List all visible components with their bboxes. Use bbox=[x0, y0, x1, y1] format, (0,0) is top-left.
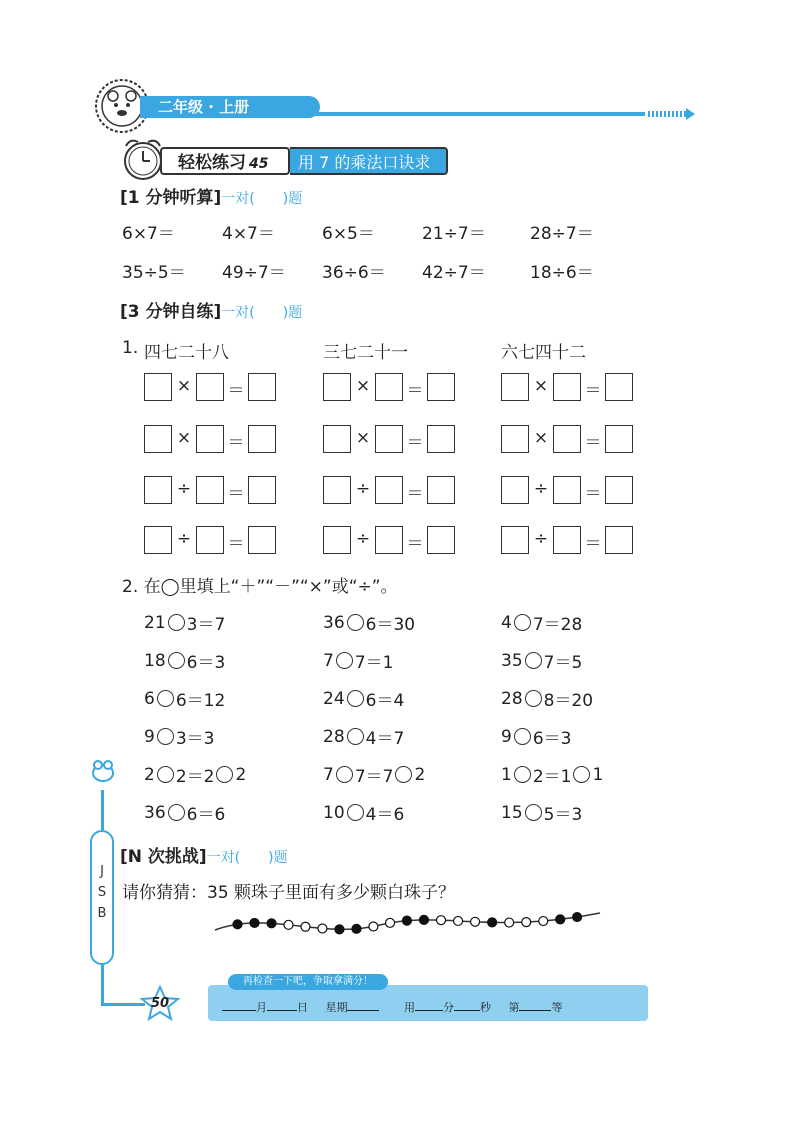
answer-box[interactable] bbox=[196, 373, 224, 401]
footer-tag: 再检查一下吧，争取拿满分！ bbox=[228, 974, 388, 990]
operator-sign: × bbox=[176, 376, 192, 396]
mental-problem: 4×7＝ bbox=[222, 224, 275, 244]
frog-icon bbox=[90, 755, 116, 791]
side-rule bbox=[101, 1003, 145, 1006]
operator-sign: ÷ bbox=[176, 529, 192, 549]
equation-rest: 7＝28 bbox=[532, 615, 583, 635]
operator-circle[interactable] bbox=[216, 766, 233, 783]
operand: 36 bbox=[144, 802, 166, 823]
white-bead bbox=[301, 922, 310, 931]
answer-box[interactable] bbox=[427, 476, 455, 504]
answer-box[interactable] bbox=[501, 476, 529, 504]
equation-rest: 2＝1 bbox=[532, 767, 572, 787]
answer-box[interactable] bbox=[427, 373, 455, 401]
q1-number: 1. bbox=[122, 338, 139, 358]
operator-sign: ÷ bbox=[176, 479, 192, 499]
circle-equation bbox=[144, 762, 246, 787]
mental-problem: 35÷5＝ bbox=[122, 263, 186, 283]
operator-circle[interactable] bbox=[336, 652, 353, 669]
circle-equation bbox=[323, 800, 404, 825]
answer-box[interactable] bbox=[323, 425, 351, 453]
operand: 7 bbox=[323, 650, 334, 671]
operator-circle[interactable] bbox=[525, 690, 542, 707]
equals-sign: ＝ bbox=[406, 484, 424, 504]
operator-sign: × bbox=[355, 428, 371, 448]
side-rule bbox=[101, 790, 104, 830]
side-letter: B bbox=[97, 906, 107, 921]
black-bead bbox=[335, 925, 344, 934]
rhyme-label: 三七二十一 bbox=[323, 343, 408, 363]
operator-circle[interactable] bbox=[157, 766, 174, 783]
answer-box[interactable] bbox=[248, 476, 276, 504]
answer-box[interactable] bbox=[501, 425, 529, 453]
operator-circle[interactable] bbox=[347, 690, 364, 707]
operand: 1 bbox=[501, 764, 512, 785]
operand: 9 bbox=[501, 726, 512, 747]
lesson-number: 45 bbox=[249, 156, 269, 172]
equation-rest: 6＝12 bbox=[175, 691, 226, 711]
white-bead bbox=[369, 922, 378, 931]
circle-equation bbox=[501, 648, 582, 673]
operator-sign: × bbox=[533, 428, 549, 448]
equation-rest: 6＝3 bbox=[532, 729, 572, 749]
operator-sign: ÷ bbox=[355, 479, 371, 499]
circle-equation bbox=[323, 762, 425, 787]
circle-equation bbox=[144, 610, 225, 635]
operator-circle[interactable] bbox=[514, 766, 531, 783]
footer-record bbox=[222, 999, 562, 1015]
answer-box[interactable] bbox=[605, 425, 633, 453]
header-dash bbox=[648, 111, 688, 117]
circle-equation bbox=[144, 686, 225, 711]
equation-rest: 3＝3 bbox=[175, 729, 215, 749]
section-name: [N 次挑战] bbox=[120, 847, 207, 867]
equals-sign: ＝ bbox=[227, 433, 245, 453]
mental-problem: 49÷7＝ bbox=[222, 263, 286, 283]
white-bead bbox=[454, 916, 463, 925]
lesson-title bbox=[160, 147, 290, 175]
mental-problem: 6×7＝ bbox=[122, 224, 175, 244]
question-1-label bbox=[122, 338, 138, 358]
circle-equation bbox=[323, 610, 415, 635]
answer-box[interactable] bbox=[605, 373, 633, 401]
operand: 24 bbox=[323, 688, 345, 709]
equation-rest: 7＝5 bbox=[543, 653, 583, 673]
circle-equation bbox=[501, 686, 593, 711]
equation-rest: 6＝3 bbox=[186, 653, 226, 673]
grade-label: 二年级 · 上册 bbox=[140, 96, 320, 118]
challenge-question: 请你猜猜：35 颗珠子里面有多少颗白珠子？ bbox=[122, 883, 456, 903]
mental-problem: 6×5＝ bbox=[322, 224, 375, 244]
answer-box[interactable] bbox=[553, 425, 581, 453]
rhyme-label: 四七二十八 bbox=[144, 343, 229, 363]
operator-circle[interactable] bbox=[168, 614, 185, 631]
operand: 9 bbox=[144, 726, 155, 747]
white-bead bbox=[539, 917, 548, 926]
answer-box[interactable] bbox=[375, 526, 403, 554]
operator-circle[interactable] bbox=[514, 728, 531, 745]
operand: 10 bbox=[323, 802, 345, 823]
black-bead bbox=[488, 918, 497, 927]
answer-box[interactable] bbox=[323, 476, 351, 504]
equals-sign: ＝ bbox=[584, 484, 602, 504]
circle-equation bbox=[144, 800, 225, 825]
rhyme-label: 六七四十二 bbox=[501, 343, 586, 363]
footer-month: 月 bbox=[256, 1001, 267, 1014]
equation-rest: 8＝20 bbox=[543, 691, 594, 711]
equals-sign: ＝ bbox=[406, 433, 424, 453]
black-bead bbox=[250, 918, 259, 927]
answer-box[interactable] bbox=[144, 476, 172, 504]
arrow-right-icon bbox=[686, 108, 695, 120]
operator-circle[interactable] bbox=[157, 690, 174, 707]
operand: 18 bbox=[144, 650, 166, 671]
circle-equation bbox=[144, 648, 225, 673]
answer-box[interactable] bbox=[375, 476, 403, 504]
side-letter: J bbox=[100, 864, 104, 879]
answer-box[interactable] bbox=[248, 373, 276, 401]
circle-equation bbox=[323, 648, 393, 673]
circle-equation bbox=[323, 686, 404, 711]
score-blank: 一对( )题 bbox=[221, 305, 303, 321]
operand: 21 bbox=[144, 612, 166, 633]
circle-equation bbox=[323, 724, 404, 749]
circle-equation bbox=[144, 724, 214, 749]
circle-equation bbox=[501, 800, 582, 825]
white-bead bbox=[386, 918, 395, 927]
footer-day: 日 bbox=[297, 1001, 308, 1014]
operator-sign: ÷ bbox=[355, 529, 371, 549]
answer-box[interactable] bbox=[553, 476, 581, 504]
side-letter: S bbox=[97, 885, 107, 900]
answer-box[interactable] bbox=[605, 526, 633, 554]
operand: 36 bbox=[323, 612, 345, 633]
answer-box[interactable] bbox=[427, 526, 455, 554]
equation-rest: 6＝30 bbox=[365, 615, 416, 635]
equation-rest: 6＝6 bbox=[186, 805, 226, 825]
operand: 6 bbox=[144, 688, 155, 709]
lesson-subtitle: 用 7 的乘法口诀求商 bbox=[290, 147, 448, 175]
answer-box[interactable] bbox=[501, 373, 529, 401]
answer-box[interactable] bbox=[375, 425, 403, 453]
equals-sign: ＝ bbox=[584, 534, 602, 554]
section-practice bbox=[120, 297, 302, 322]
circle-equation bbox=[501, 762, 603, 787]
footer-place: 等 bbox=[551, 1001, 563, 1014]
operator-circle[interactable] bbox=[525, 652, 542, 669]
equation-rest: 4＝6 bbox=[365, 805, 405, 825]
operator-circle[interactable] bbox=[157, 728, 174, 745]
section-name: [3 分钟自练] bbox=[120, 302, 222, 322]
equation-rest: 7＝7 bbox=[354, 767, 394, 787]
operand: 28 bbox=[323, 726, 345, 747]
operand: 1 bbox=[592, 764, 604, 785]
answer-box[interactable] bbox=[323, 373, 351, 401]
equation-rest: 6＝4 bbox=[365, 691, 405, 711]
white-bead bbox=[505, 918, 514, 927]
header-rule bbox=[300, 112, 645, 116]
operand: 7 bbox=[323, 764, 334, 785]
footer-min: 分 bbox=[442, 1001, 454, 1014]
answer-box[interactable] bbox=[501, 526, 529, 554]
white-bead bbox=[284, 920, 293, 929]
side-label bbox=[90, 830, 114, 965]
operator-circle[interactable] bbox=[347, 804, 364, 821]
equals-sign: ＝ bbox=[227, 381, 245, 401]
answer-box[interactable] bbox=[605, 476, 633, 504]
white-bead bbox=[522, 918, 531, 927]
answer-box[interactable] bbox=[144, 373, 172, 401]
equals-sign: ＝ bbox=[584, 381, 602, 401]
answer-box[interactable] bbox=[553, 526, 581, 554]
footer-use: 用 bbox=[403, 1001, 415, 1014]
black-bead bbox=[419, 915, 428, 924]
operator-circle[interactable] bbox=[168, 804, 185, 821]
answer-box[interactable] bbox=[196, 476, 224, 504]
black-bead bbox=[573, 913, 582, 922]
side-rule bbox=[101, 965, 104, 1005]
answer-box[interactable] bbox=[248, 425, 276, 453]
operator-sign: × bbox=[176, 428, 192, 448]
lesson-title-text: 轻松练习 bbox=[178, 153, 246, 173]
operator-circle[interactable] bbox=[336, 766, 353, 783]
operator-circle[interactable] bbox=[573, 766, 590, 783]
answer-box[interactable] bbox=[248, 526, 276, 554]
circle-equation bbox=[501, 724, 571, 749]
answer-box[interactable] bbox=[553, 373, 581, 401]
equation-rest: 5＝3 bbox=[543, 805, 583, 825]
equals-sign: ＝ bbox=[406, 534, 424, 554]
answer-box[interactable] bbox=[323, 526, 351, 554]
black-bead bbox=[402, 916, 411, 925]
mental-problem: 21÷7＝ bbox=[422, 224, 486, 244]
black-bead bbox=[352, 924, 361, 933]
answer-box[interactable] bbox=[196, 526, 224, 554]
operand: 2 bbox=[144, 764, 155, 785]
mental-problem: 36÷6＝ bbox=[322, 263, 386, 283]
operand: 4 bbox=[501, 612, 512, 633]
white-bead bbox=[318, 924, 327, 933]
operator-circle[interactable] bbox=[514, 614, 531, 631]
bead-string bbox=[210, 905, 610, 945]
section-challenge bbox=[120, 842, 288, 867]
operator-sign: × bbox=[533, 376, 549, 396]
operator-circle[interactable] bbox=[525, 804, 542, 821]
white-bead bbox=[471, 917, 480, 926]
white-bead bbox=[437, 916, 446, 925]
equation-rest: 2＝2 bbox=[175, 767, 215, 787]
operand: 15 bbox=[501, 802, 523, 823]
operator-circle[interactable] bbox=[168, 652, 185, 669]
mental-problem: 18÷6＝ bbox=[530, 263, 594, 283]
black-bead bbox=[233, 920, 242, 929]
operand: 2 bbox=[235, 764, 247, 785]
operator-circle[interactable] bbox=[347, 614, 364, 631]
score-blank: 一对( )题 bbox=[221, 191, 303, 207]
section-listening bbox=[120, 183, 302, 208]
mental-problem: 42÷7＝ bbox=[422, 263, 486, 283]
operator-sign: ÷ bbox=[533, 479, 549, 499]
equals-sign: ＝ bbox=[406, 381, 424, 401]
black-bead bbox=[556, 915, 565, 924]
equals-sign: ＝ bbox=[584, 433, 602, 453]
score-blank: 一对( )题 bbox=[206, 850, 288, 866]
footer-sec: 秒 bbox=[479, 1001, 491, 1014]
equals-sign: ＝ bbox=[227, 484, 245, 504]
operator-sign: ÷ bbox=[533, 529, 549, 549]
operator-circle[interactable] bbox=[347, 728, 364, 745]
section-name: [1 分钟听算] bbox=[120, 188, 222, 208]
mental-problem: 28÷7＝ bbox=[530, 224, 594, 244]
page-number: 50 bbox=[151, 996, 170, 1011]
equation-rest: 7＝1 bbox=[354, 653, 394, 673]
footer-rank: 第 bbox=[508, 1001, 520, 1014]
circle-equation bbox=[501, 610, 582, 635]
black-bead bbox=[267, 919, 276, 928]
operand: 28 bbox=[501, 688, 523, 709]
operator-sign: × bbox=[355, 376, 371, 396]
equation-rest: 4＝7 bbox=[365, 729, 405, 749]
operand: 35 bbox=[501, 650, 523, 671]
answer-box[interactable] bbox=[144, 425, 172, 453]
operator-circle[interactable] bbox=[395, 766, 412, 783]
equals-sign: ＝ bbox=[227, 534, 245, 554]
answer-box[interactable] bbox=[375, 373, 403, 401]
answer-box[interactable] bbox=[427, 425, 455, 453]
answer-box[interactable] bbox=[196, 425, 224, 453]
equation-rest: 3＝7 bbox=[186, 615, 226, 635]
footer-week: 星期 bbox=[325, 1001, 348, 1014]
operand: 2 bbox=[414, 764, 426, 785]
answer-box[interactable] bbox=[144, 526, 172, 554]
question-2-label: 2. 在◯里填上“＋”“－”“×”或“÷”。 bbox=[122, 577, 398, 597]
